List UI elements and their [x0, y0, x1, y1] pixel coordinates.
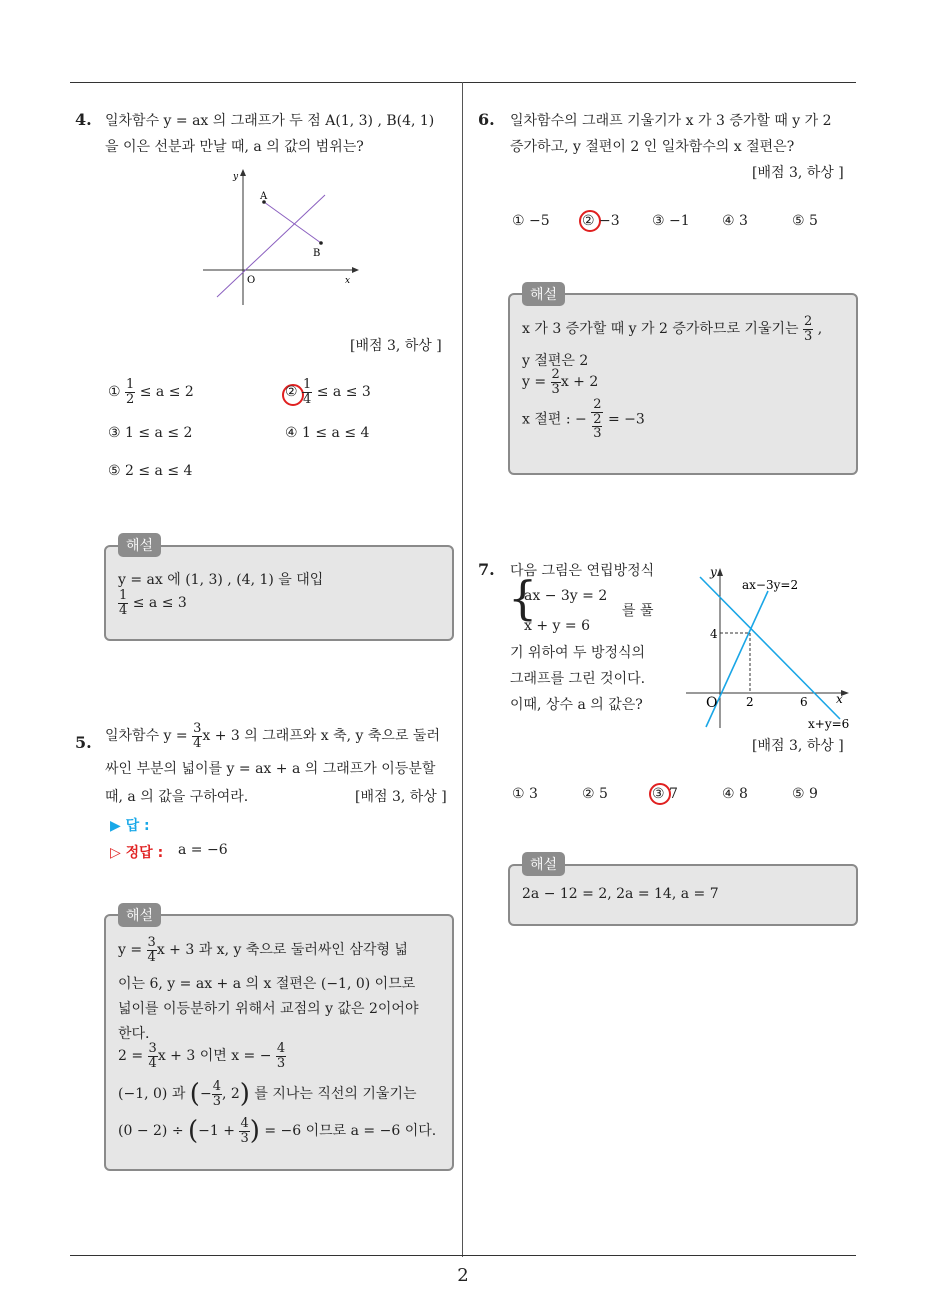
line-label-2: x+y=6 — [808, 717, 850, 731]
option-text: ≤ a ≤ 3 — [316, 384, 371, 401]
bottom-rule — [70, 1255, 856, 1256]
option-2[interactable]: ② 5 — [582, 786, 608, 802]
solution-line: 2a − 12 = 2, 2a = 14, a = 7 — [522, 886, 719, 902]
origin-label: O — [706, 695, 718, 711]
option-mark: ⑤ — [108, 463, 121, 479]
point-b-label: B — [313, 248, 321, 259]
line-graph-figure — [195, 165, 365, 310]
solution-line: x 절편 : − $\frac{2}{\frac{2}{3}}$ = −3 — [522, 397, 645, 442]
equation-2: x + y = 6 — [524, 618, 590, 634]
x-axis-label: x — [836, 692, 843, 706]
fraction: $\frac{1}{4}$ — [303, 377, 312, 407]
fraction: $\frac{1}{4}$ — [119, 588, 128, 618]
score-label: [배점 3, 하상 ] — [350, 338, 442, 354]
option-1[interactable]: ① −5 — [512, 213, 550, 229]
fraction: $\frac{4}{3}$ — [212, 1078, 221, 1109]
solution-tab: 해설 — [118, 903, 161, 927]
tick-label-6: 6 — [800, 695, 808, 709]
question-number: 6. — [478, 110, 495, 129]
y-axis-label: y — [233, 172, 239, 182]
solution-line: (−1, 0) 과 (− $\frac{4}{3}$ , 2) 를 지나는 직선의 기울기는 — [118, 1078, 417, 1109]
question-text-line: 을 이은 선분과 만날 때, a 의 값의 범위는? — [105, 139, 364, 155]
question-text-line: 이때, 상수 a 의 값은? — [510, 697, 643, 713]
score-label: [배점 3, 하상 ] — [752, 738, 844, 754]
option-1[interactable]: ① 3 — [512, 786, 538, 802]
question-text-line: 그래프를 그린 것이다. — [510, 671, 646, 687]
solution-tab: 해설 — [522, 852, 565, 876]
question-number: 5. — [75, 733, 92, 752]
solution-box — [508, 293, 858, 475]
option-2[interactable] — [285, 378, 371, 406]
system-brace: { — [508, 571, 538, 625]
line-label-1: ax−3y=2 — [742, 578, 799, 592]
top-rule — [70, 82, 856, 83]
fraction: $\frac{2}{3}$ — [803, 314, 813, 344]
solution-line: y = ax 에 (1, 3) , (4, 1) 을 대입 — [118, 572, 324, 588]
solution-line: 한다. — [118, 1026, 150, 1042]
solution-line: (0 − 2) ÷ (−1 + $\frac{4}{3}$ ) = −6 이므로 a = −6 이다. — [118, 1115, 437, 1146]
page-number: 2 — [457, 1265, 469, 1286]
fraction: $\frac{1}{2}$ — [126, 377, 135, 407]
option-5[interactable] — [108, 463, 192, 479]
tick-label-4: 4 — [710, 627, 718, 641]
solution-line: 넓이를 이등분하기 위해서 교점의 y 값은 2이어야 — [118, 1001, 419, 1017]
tick-label-2: 2 — [746, 695, 754, 709]
question-text-line: 싸인 부분의 넓이를 y = ax + a 의 그래프가 이등분할 — [105, 761, 436, 777]
fraction: $\frac{2}{\frac{2}{3}}$ — [593, 397, 602, 442]
question-text-line: 증가하고, y 절편이 2 인 일차함수의 x 절편은? — [510, 139, 795, 155]
option-2[interactable]: ② −3 — [582, 213, 620, 229]
option-4[interactable]: ④ 8 — [722, 786, 748, 802]
solution-line: 2 = $\frac{3}{4}$ x + 3 이면 x = − $\frac{4}{3}$ — [118, 1041, 286, 1071]
option-text: 2 ≤ a ≤ 4 — [125, 463, 193, 479]
question-number: 4. — [75, 110, 92, 129]
option-mark: ③ — [108, 425, 121, 441]
solution-tab: 해설 — [118, 533, 161, 557]
option-5[interactable]: ⑤ 5 — [792, 213, 818, 229]
correct-answer-label: ▷ 정답 : — [110, 845, 164, 861]
option-3[interactable]: ③ −1 — [652, 213, 690, 229]
x-axis-label: x — [345, 276, 351, 286]
question-text-line: 일차함수 y = $\frac{3}{4}$ x + 3 의 그래프와 x 축, y 축으로 둘러 — [105, 721, 440, 751]
fraction: $\frac{4}{3}$ — [276, 1041, 286, 1071]
option-4[interactable] — [285, 425, 369, 441]
fraction: $\frac{3}{4}$ — [193, 721, 202, 751]
option-1[interactable] — [108, 378, 194, 406]
solution-line: 이는 6, y = ax + a 의 x 절편은 (−1, 0) 이므로 — [118, 976, 416, 992]
solution-line: $\frac{1}{4}$ ≤ a ≤ 3 — [119, 588, 187, 618]
question-text-line: 를 풀 — [622, 603, 654, 619]
score-label: [배점 3, 하상 ] — [752, 165, 844, 181]
fraction: $\frac{2}{3}$ — [551, 367, 560, 397]
solution-line: y = $\frac{3}{4}$ x + 3 과 x, y 축으로 둘러싸인 삼각형 넓 — [118, 935, 408, 965]
option-text: 1 ≤ a ≤ 4 — [302, 425, 370, 441]
origin-label: O — [247, 275, 256, 286]
fraction: $\frac{3}{4}$ — [147, 935, 156, 965]
option-text: ≤ a ≤ 2 — [139, 384, 194, 401]
option-text: 1 ≤ a ≤ 2 — [125, 425, 193, 441]
option-mark: ② — [285, 384, 298, 401]
question-text-line: 일차함수의 그래프 기울기가 x 가 3 증가할 때 y 가 2 — [510, 113, 832, 129]
solution-line: x 가 3 증가할 때 y 가 2 증가하므로 기울기는 $\frac{2}{3}$ , — [522, 314, 823, 344]
score-label: [배점 3, 하상 ] — [355, 789, 447, 805]
option-3[interactable] — [108, 425, 192, 441]
question-text-line: 다음 그림은 연립방정식 — [510, 563, 655, 579]
solution-box — [104, 545, 454, 641]
point-a-label: A — [260, 191, 268, 202]
fraction: $\frac{3}{4}$ — [148, 1041, 157, 1071]
option-4[interactable]: ④ 3 — [722, 213, 748, 229]
correct-answer-value: a = −6 — [178, 842, 228, 858]
fraction: $\frac{4}{3}$ — [240, 1115, 249, 1146]
question-text-line: 일차함수 y = ax 의 그래프가 두 점 A(1, 3) , B(4, 1) — [105, 113, 435, 129]
equation-1: ax − 3y = 2 — [524, 588, 608, 604]
question-text-line: 때, a 의 값을 구하여라. — [105, 789, 249, 805]
option-3[interactable]: ③ 7 — [652, 786, 678, 802]
solution-box — [104, 914, 454, 1171]
system-graph-figure — [684, 563, 856, 733]
column-divider — [462, 82, 463, 1257]
question-text-line: 기 위하여 두 방정식의 — [510, 645, 646, 661]
question-number: 7. — [478, 560, 495, 579]
solution-line: y = $\frac{2}{3}$ x + 2 — [522, 367, 599, 397]
solution-tab: 해설 — [522, 282, 565, 306]
option-mark: ④ — [285, 425, 298, 441]
answer-label: ▶ 답 : — [110, 818, 150, 834]
option-5[interactable]: ⑤ 9 — [792, 786, 818, 802]
solution-line: y 절편은 2 — [522, 353, 589, 369]
y-axis-label: y — [710, 565, 717, 579]
option-mark: ① — [108, 384, 121, 401]
